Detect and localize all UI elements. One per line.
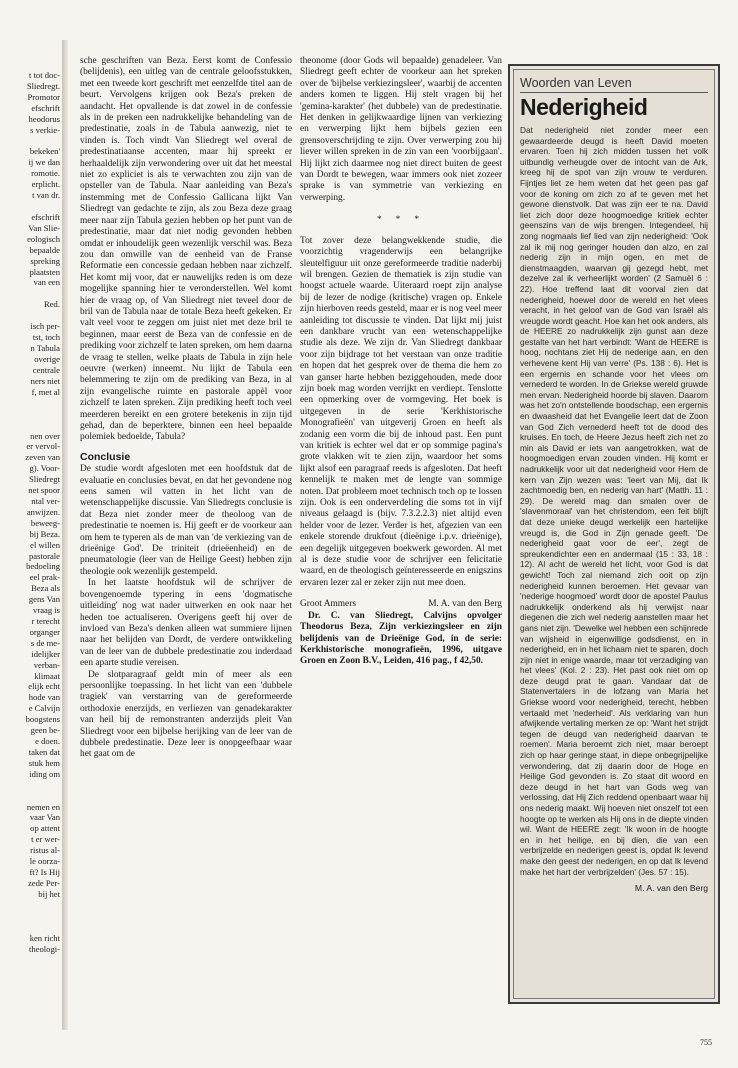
sidebar-box bbox=[508, 64, 720, 1004]
left-fragment-line: geen be- bbox=[30, 725, 60, 736]
book-citation: Dr. C. van Sliedregt, Calvijns opvolger Theodorus Beza, Zijn verkiezingsleer en zijn belijdenis van de Drieënige God, in de serie: Kerkhistorische monografieën, 1996, uitgave Groen en Zoon B.V., Leiden, 416 pag., f 42,50. bbox=[300, 610, 502, 667]
left-fragment-line: s verkie- bbox=[30, 124, 60, 135]
left-fragment-line: n Tabula bbox=[30, 343, 60, 354]
left-fragment-line: anwijzen. bbox=[26, 506, 60, 517]
left-fragment-line bbox=[6, 791, 60, 802]
left-fragment-line: e doen. bbox=[35, 735, 60, 746]
left-fragment-line: le oorza- bbox=[29, 856, 60, 867]
left-fragment-line: stuk hem bbox=[28, 757, 60, 768]
section-divider: * * * bbox=[377, 214, 425, 225]
left-fragment-line: eologisch bbox=[27, 233, 60, 244]
review-signature bbox=[300, 599, 502, 610]
left-fragment-line: heodorus bbox=[28, 113, 60, 124]
left-fragment-line: zeven van bbox=[25, 452, 60, 463]
col1-paragraph: sche geschriften van Beza. Eerst komt de Confessio (belijdenis), een uitleg van de centrale geloofsstukken, met een tweede kort geschrift met eenzelfde titel aan de beurt. Vervolgens krijgen ook Beza's preken de aandacht. Het opvallende is dat zowel in de confessie als in de preken een nadrukkelijke behandeling van de predestinatie, zoals in de Tabula aanwezig, niet te vinden is. Toch vindt Van Sliedregt wel overal de predestinatiaanse accenten, maar hij spreekt er herhaaldelijk zijn verwondering over uit dat het meestal niet zo expliciet is als te verwachten zou zijn van de opsteller van de Tabula. Naar aanleiding van Beza's instemming met de Confessio Gallicana lijkt Van Sliedregt van gedachte te zijn, als zou Beza deze graag meer naar zijn Tabula gezien hebben op het punt van de predestinatie, maar dat niet nodig gevonden hebben omdat er inhoudelijk geen wezenlijk verschil was. Beza zou dan omwille van de eenheid van de Franse Reformatie een concessie gedaan hebben naar zichzelf. Het komt mij voor, dat er nauwelijks reden is om deze mogelijke spanning hier te veronderstellen. Wel komt hier de vraag op, of Van Sliedregt niet teveel door de bril van de Tabula naar de totale Beza heeft gekeken. Er valt veel voor te zeggen om juist niet met deze bril te beginnen, maar eerst de Beza van de confessie en de prediking voor zichzelf te laten spreken, om hem daarna de vraag te stellen, welke plaats de Tabula in zijn hele oeuvre (werken) inneemt. Nu lijkt de Tabula een belemmering te zijn om de prediking van Beza, in al zijn evangelische ruimte en pastorale appèl voor zichzelf te laten spreken. Zijn prediking heeft toch veel meerderen bereikt en een grotere betekenis in zijn tijd gehad, dan de beperktere, binnen een heel bepaalde polemiek bedoelde, Tabula? bbox=[80, 56, 292, 443]
left-fragment-line: el willen bbox=[30, 539, 60, 550]
left-fragment-line bbox=[6, 900, 60, 911]
left-fragment-line: romotie. bbox=[31, 168, 60, 179]
sidebar-signature: M. A. van den Berg bbox=[634, 883, 708, 894]
column-2 bbox=[300, 56, 502, 668]
signature-author: M. A. van den Berg bbox=[428, 599, 502, 610]
left-fragment-line: g). Voor- bbox=[29, 463, 60, 474]
left-fragment-line: e Calvijn bbox=[28, 703, 60, 714]
left-fragment-line: ners niet bbox=[30, 375, 60, 386]
left-fragment-line bbox=[6, 310, 60, 321]
left-fragment-line: van een bbox=[33, 277, 60, 288]
left-fragment-line: overige bbox=[34, 353, 60, 364]
left-fragment-line bbox=[6, 201, 60, 212]
left-fragment-line: erplicht. bbox=[31, 179, 60, 190]
left-fragment-line: Red. bbox=[44, 299, 60, 310]
left-fragment-line: eel prak- bbox=[29, 572, 60, 583]
signature-place: Groot Ammers bbox=[300, 599, 356, 610]
column-1 bbox=[80, 56, 292, 761]
left-fragment-line: taken dat bbox=[28, 746, 60, 757]
left-fragment-line: boogstens bbox=[25, 714, 60, 725]
left-fragment-line: bij Beza. bbox=[29, 528, 60, 539]
sidebar-title: Nederigheid bbox=[520, 94, 648, 120]
left-fragment-line: bedoeling bbox=[26, 561, 60, 572]
left-fragment-line: tst, toch bbox=[32, 332, 60, 343]
left-fragment-line: efschrift bbox=[31, 211, 60, 222]
col1-paragraph: In het laatste hoofdstuk wil de schrijver de bovengenoemde typering in eens 'dogmatische uitleiding' nog wat nader uitwerken en ook naar het heden toe actualiseren. Overigens geeft hij over de invloed van Beza's denken alleen wat summiere lijnen naar het belijden van Dordt, de verdere ontwikkeling van de leer van de dubbele predestinatie zou inderdaad een aparte studie vereisen. bbox=[80, 578, 292, 669]
left-fragment-line: theologi- bbox=[28, 943, 60, 954]
left-fragment-line: beweeg- bbox=[30, 517, 60, 528]
left-fragment-line: bepaalde bbox=[29, 244, 60, 255]
col1-paragraph: De slotparagraaf geldt min of meer als een persoonlijke toepassing. In het licht van een 'dubbele tragiek' van verstarring van de gereformeerde orthodoxie enerzijds, en verliezen van genadekarakter van heil bij de remonstranten anderzijds pleit Van Sliedregt voor een bijbelse herijking van de leer van de dubbele predestinatie. Deze leer is onopgeefbaar waar het gaat om de bbox=[80, 669, 292, 760]
left-fragment-line: klimaat bbox=[34, 670, 60, 681]
left-fragment-line: isch per- bbox=[30, 321, 60, 332]
left-fragment-line: bekeken' bbox=[29, 146, 60, 157]
left-fragment-line: ntal ver- bbox=[31, 496, 60, 506]
sidebar-body: Dat nederigheid niet zonder meer een gewaardeerde deugd is heeft David moeten ervaren. Toen hij zich midden tussen het volk uitbundig verheugde over de intocht van de Ark, kreeg hij de spot van zijn vrouw te verduren. Fijntjes liet ze hem weten dat het geen pas gaf voor de koning om zich zo af te geven met het gewone dienstvolk. Dat was zijn eer te na. David liet zich door deze hoogmoedige kritiek echter geenszins van de wijs brengen. Integendeel, hij zong nogmaals lief lied van zijn nederigheid: 'Ook zal ik mij nog geringer houden dan alzo, en zal nederig zijn in mijn ogen, en met de dienstmaagden, waarvan gij gezegd hebt, met dezelve zal ik verheerlijkt worden' (2 Samuël 6 : 22). Hoe treffend laat dit voorval zien dat nederigheid, hoewel door de wereld en het vlees veracht, in het geloof van de God van Israël als vreugde wordt geacht. Hoe kan het ook anders, als de HEERE zo nadrukkelijk zijn gunst aan deze gestalte van het hart verbindt: 'Want de HEERE is hoog, nochtans ziet Hij de nederige aan, en den verhevene kent Hij van verre' (Ps. 138 : 6). Het is een ergernis en schande voor het vlees om vernederd te worden. In de Griekse wereld gruwde men ervan. Nederigheid hoorde bij slaven. Daarom was het zo'n ontstellende boodschap, een ergernis en dwaasheid dat het Evangelie leert dat de Zoon van God Zich vernederd heeft tot de dood des kruises. En toch, de Heere Jezus heeft zich net zo min als David er iets van aangetrokken, wat de hoogmoedigen ervan zouden vinden. Hij komt er nadrukkelijk voor uit dat nederigheid voor Hem de kern van Zijn wezen was: 'leert van Mij, dat Ik zachtmoedig ben, en nederig van hart' (Matth. 11 : 29). De wereld mag dan smalen over de 'slavenmoraal' van het christendom, een feit blijft dat deze unieke deugd werkelijk een hartelijke vreugd is, die God in Zijn genade geeft. 'De nederigheid gaat voor de eer', zegt de spreukendichter een en andermaal (15 : 33, 18 : 12). Al acht de wereld het licht, voor God is dat gewicht! Toch zal niemand zich ooit op zijn nederigheid kunnen beroemen. Het gevaar van 'nederige hoogmoed' wordt door de apostel Paulus nadrukkelijk onderkend als hij verwijst naar diegenen die zich wel nederig aanstellen maar het gans niet zijn. 'Dewelke wel hebben een schijnrede van wijsheid in eigenwillige godsdienst, en in nederigheid, en in het lichaam niet te sparen, doch zijn niet in enige waarde, maar tot verzadiging van het vlees' (Kol. 2 : 23). Het past ook niet om op deze deugd prat te gaan. Vandaar dat de Statenvertalers in de lofzang van Maria het Griekse woord voor nederigheid, terecht, hebben vertaald met 'nederheid'. Als verklaring van hun afwijkende vertaling merken ze op: 'Want het strijdt tegen de deugd van nederigheid daarvan te roemen'. Maria beroemt zich niet, maar beroept zich op haar geringe staat, in diepe onbegrijpelijke verwondering, dat zij daarin door de Hoge en Heilige God gevonden is. Zo staat dit woord en deze deugd in het hart van Gods weg van verlossing, dat Hij Zich reddend openbaart waar hij ons nederig maakt. Wij hoeven niet onszelf tot een hoogte op te werken als Hij ons in de diepte vinden wil. Want de HEERE zegt: 'Ik woon in de hoogte en in het heilige, en bij dien, die van een verbrijzelde en nederigen geest is, opdat Ik levend make den geest der nederigen, en op dat Ik levend make het hart der verbrijzelden' (Jes. 57 : 15). bbox=[520, 125, 708, 877]
left-fragment-line: Sliedregt. bbox=[26, 80, 60, 91]
left-fragment-line: nemen en bbox=[26, 801, 60, 812]
col2-paragraph: theonome (door Gods wil bepaalde) genadeleer. Van Sliedregt geeft echter de voorkeur aan het spreken over de 'bijbelse verkiezingsleer', waarbij de accenten anders komen te liggen. Hij stelt vragen bij het 'gemina-karakter' (het dubbele) van de predestinatie. Het denken in gelijkwaardige lijnen van verkiezing en verwerping lijkt hem bijbels gezien een grensoverschrijding te zijn. Over verwerping zou hij liever willen spreken in de zin van een 'voorbijgaan'. Hij lijkt zich daarmee nog niet direct buiten de geest van Dordt te bewegen, waar immers ook niet zozeer sprake is van symmetrie van verkiezing en verwerping. bbox=[300, 56, 502, 203]
left-fragment-line bbox=[6, 780, 60, 791]
left-fragment-line: nen over bbox=[30, 430, 60, 441]
left-fragment-line: spreking bbox=[30, 255, 60, 266]
left-fragment-line: t er wer- bbox=[31, 834, 60, 845]
col1-paragraph: De studie wordt afgesloten met een hoofdstuk dat de evaluatie en conclusies bevat, en dat het gevondene nog eens samen wil vatten in het licht van de wetenschappelijke discussie. Van Sliedregts conclusie is dat Beza niet zonder meer de theoloog van de predestinatie te noemen is. Hij geeft er de voorkeur aan om hem te typeren als de man van 'de verkiezing van de drieënige God'. De triniteit (drieëenheid) en de pneumatologie (leer van de Heilige Geest) hebben zijn theologie ook wezenlijk gestempeld. bbox=[80, 464, 292, 577]
left-fragment-line: ristus al- bbox=[30, 845, 60, 856]
left-fragment-line: Promotor bbox=[27, 91, 60, 102]
left-fragment-line: idelijker bbox=[31, 648, 60, 659]
left-fragment-line: Sliedregt bbox=[28, 474, 60, 485]
sidebar-kicker: Woorden van Leven bbox=[520, 76, 708, 93]
left-fragment-line bbox=[6, 398, 60, 409]
left-fragment-line: efschrift bbox=[31, 102, 60, 113]
left-fragment-line: ft? Is Hij bbox=[29, 867, 60, 877]
left-fragment-line: t tot doc- bbox=[28, 70, 60, 80]
left-fragment-line: r terecht bbox=[31, 615, 60, 626]
left-fragment-line: gens Van bbox=[28, 594, 60, 605]
left-fragment-line bbox=[6, 420, 60, 431]
left-fragment-line bbox=[6, 288, 60, 299]
left-fragment-line: organger bbox=[29, 626, 60, 637]
left-fragment-line bbox=[6, 135, 60, 146]
left-fragment-line: Beza als bbox=[31, 583, 60, 594]
left-fragment-line: elijk echt bbox=[28, 681, 60, 692]
left-fragment-line: f, met al bbox=[31, 386, 60, 397]
left-fragment-line: Van Slie- bbox=[28, 222, 60, 233]
left-fragment-line: s de me- bbox=[30, 637, 60, 648]
left-fragment-line: ken richt bbox=[29, 932, 60, 943]
left-fragment-line: verban- bbox=[33, 659, 60, 670]
left-fragment-line: iding om bbox=[29, 768, 60, 779]
left-fragment-line bbox=[6, 911, 60, 922]
left-fragment-line: vraag is bbox=[33, 605, 60, 616]
left-fragment-line: zede Per- bbox=[27, 877, 60, 888]
left-fragment-line: centrale bbox=[32, 364, 60, 375]
left-fragment-line: op attent bbox=[30, 823, 60, 834]
page-number: 755 bbox=[700, 1038, 712, 1047]
left-fragment-line: bij het bbox=[38, 888, 60, 899]
left-fragment-line: pastorale bbox=[28, 550, 60, 561]
left-fragment-line: net spoor bbox=[28, 485, 60, 496]
left-fragment-line bbox=[6, 409, 60, 420]
left-page-fragments bbox=[6, 70, 60, 955]
left-fragment-line: ij we dan bbox=[28, 157, 60, 168]
left-fragment-line: er vervol- bbox=[26, 441, 60, 452]
page-gutter bbox=[62, 40, 68, 1030]
left-fragment-line: hode van bbox=[28, 692, 60, 703]
left-fragment-line: plaatsten bbox=[29, 266, 60, 277]
left-fragment-line: t van dr. bbox=[32, 190, 60, 201]
col2-paragraph: Tot zover deze belangwekkende studie, die voorzichtig vragenderwijs een belangrijke sleutelfiguur uit onze gereformeerde traditie naderbij wil brengen. Gezien de thematiek is zijn studie van hoogst actuele waarde. Uiteraard roept zijn analyse bij de lezer de nodige (kritische) vragen op. Enkele zijn hierboven reeds gesteld, maar er is nog veel meer aanleiding tot discussie te vinden. Dat lijkt mij juist een dankbare vrucht van een wetenschappelijke studie als deze. We zijn dr. Van Sliedregt dankbaar voor zijn bijdrage tot het verstaan van onze traditie en hopen dat het gesprek over de thema die hem zo van ganser harte hebben beziggehouden, mede door zijn boek mag worden verrijkt en verdiept. Tenslotte een opmerking over de vormgeving. Het boek is uitgegeven in de serie 'Kerkhistorische Monografieën' van uitgeverij Groen en heeft als zodanig een vorm die bij de inhoud past. Een punt van kritiek is echter wel dat er op sommige pagina's grote vlakken wit te zien zijn, waardoor het soms lijkt alsof een paragraaf reeds is afgesloten. Dat heeft kennelijk te maken met de lengte van sommige noten. Dat probleem moet technisch toch op te lossen zijn. Ook is een onderverdeling die soms tot in vijf niveaus gelaagd is (bijv. 7.3.2.2.3) niet altijd even helder voor de lezer. Verder is het, afgezien van een enkele storende drukfout (dieënige i.p.v. drieënige), een degelijk uitgegeven boekwerk geworden. Al met al is deze studie voor de schrijver een felicitatie waard, en de theologisch geïnteresseerde en enigszins ervaren lezer zal er zeker zijn nut mee doen. bbox=[300, 235, 503, 588]
sidebar-inner bbox=[513, 69, 715, 999]
left-fragment-line bbox=[6, 922, 60, 933]
section-heading: Conclusie bbox=[80, 450, 131, 463]
left-fragment-line: vaar Van bbox=[29, 812, 60, 823]
